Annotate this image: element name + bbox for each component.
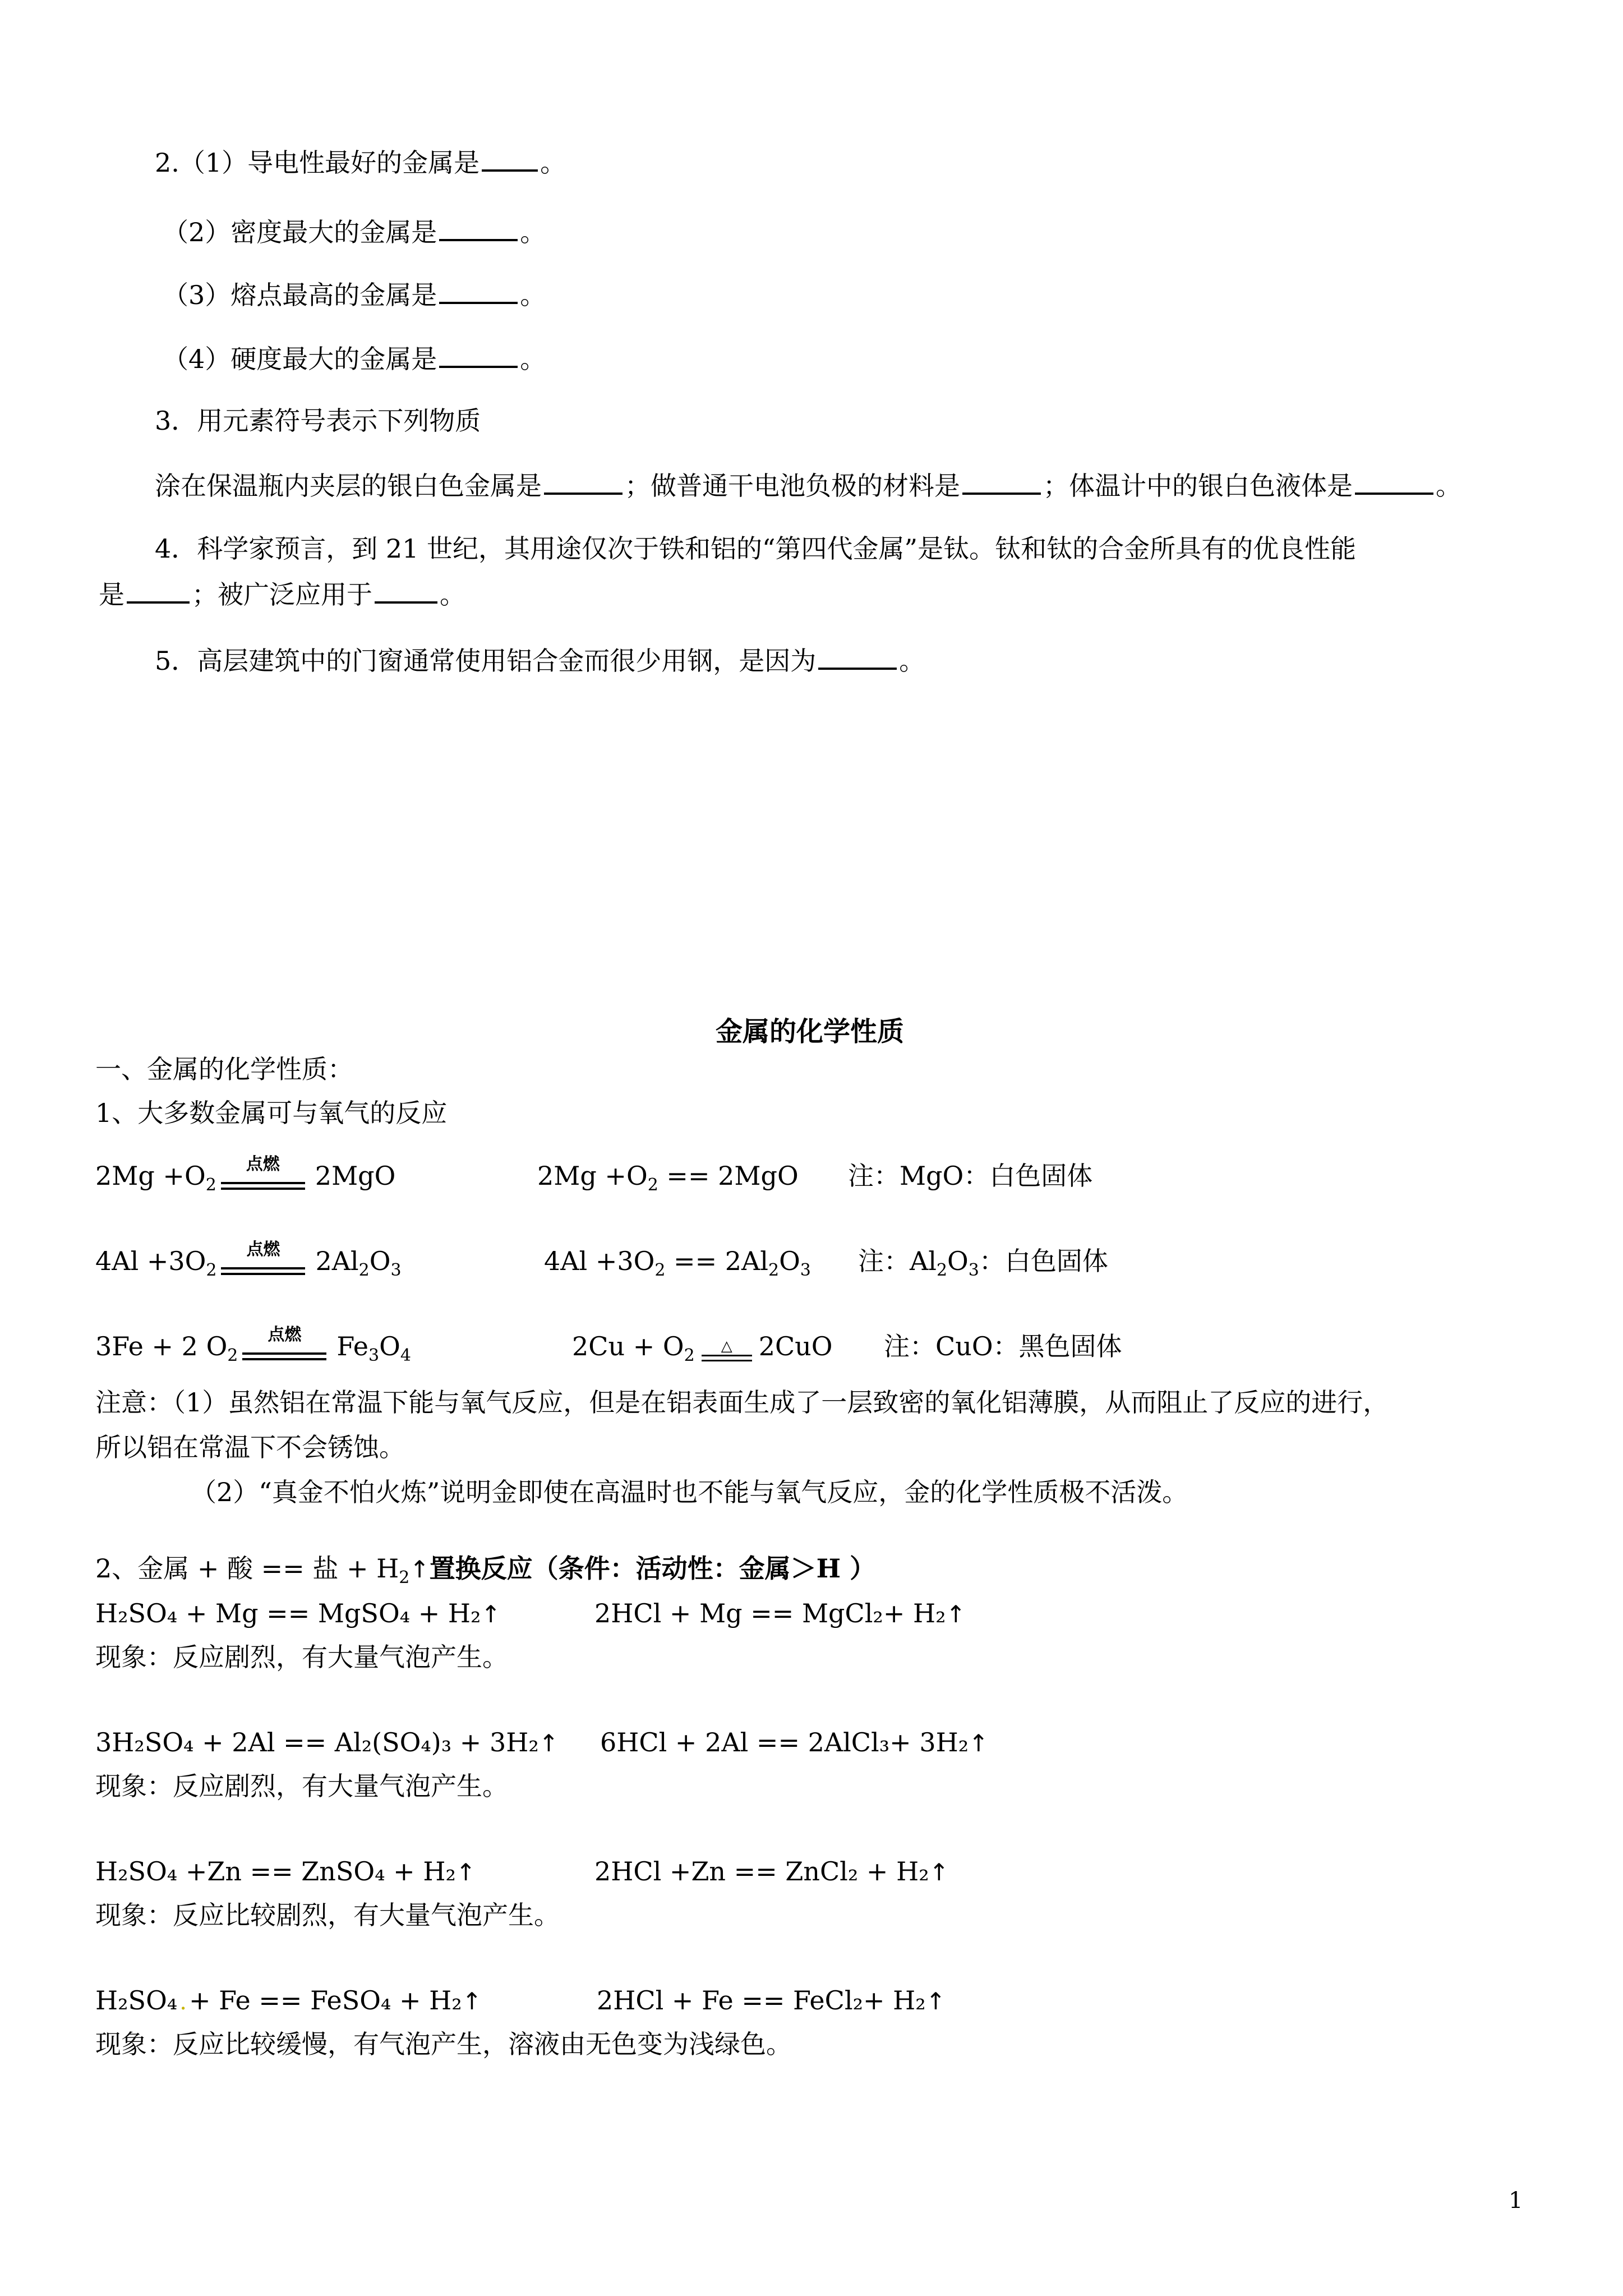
reaction-al-plain <box>544 1244 811 1287</box>
note-mgo: 注：MgO：白色固体 <box>848 1161 1093 1191</box>
heading-text: 2、金属 + 酸 == 盐 + H <box>95 1553 399 1584</box>
heat-condition-arrow <box>702 1339 752 1373</box>
gas-arrow-icon: ↑ <box>946 1600 966 1628</box>
reactants: 3Fe + 2 O <box>95 1331 228 1361</box>
reaction-fe-ignite <box>95 1325 411 1373</box>
reactants: 2Mg +O <box>537 1161 648 1191</box>
double-line <box>242 1352 326 1360</box>
gas-arrow-icon: ↑ <box>455 1858 476 1886</box>
question-2-1 <box>155 145 566 180</box>
question-text: 是 <box>99 579 125 610</box>
subscript: 2 <box>936 1260 948 1280</box>
acid-reaction-h2so4-mg <box>95 1596 501 1631</box>
question-2-3 <box>163 277 546 312</box>
double-line <box>702 1355 752 1361</box>
double-line <box>221 1182 305 1190</box>
attention-1: 注意：（1）虽然铝在常温下能与氧气反应，但是在铝表面生成了一层致密的氧化铝薄膜，从而阻止了反应的进行， <box>95 1387 1389 1418</box>
gas-arrow-icon: ↑ <box>929 1858 949 1886</box>
question-text: （3）熔点最高的金属是 <box>163 280 437 310</box>
subscript: 3 <box>968 1260 979 1280</box>
gas-arrow-icon: ↑ <box>409 1556 430 1583</box>
products: 2Al <box>315 1246 359 1276</box>
products: Fe <box>336 1331 368 1361</box>
question-text: 2.（1）导电性最好的金属是 <box>155 148 480 178</box>
reactants: 4Al +3O <box>95 1246 206 1276</box>
answer-blank[interactable] <box>439 341 518 368</box>
gas-arrow-icon: ↑ <box>481 1600 501 1628</box>
equation-text: + Fe == FeSO₄ + H₂ <box>188 1985 462 2016</box>
page-number: 1 <box>1509 2188 1523 2214</box>
question-4-line-2 <box>99 577 465 611</box>
acid-reaction-hcl-fe <box>597 1984 946 2018</box>
products: == 2Al <box>665 1246 768 1276</box>
products: O <box>369 1246 391 1276</box>
subscript: 3 <box>368 1346 380 1365</box>
equation-text: 2HCl + Fe == FeCl₂+ H₂ <box>597 1985 926 2016</box>
subscript: 2 <box>358 1260 370 1280</box>
heat-icon: △ <box>721 1338 732 1355</box>
subscript: 2 <box>654 1260 666 1280</box>
subscript: 2 <box>647 1175 658 1195</box>
note-text: 注：Al <box>858 1246 937 1276</box>
products: 2MgO <box>315 1161 396 1191</box>
section-heading: 一、金属的化学性质： <box>95 1054 353 1084</box>
reaction-al-ignite <box>95 1240 402 1287</box>
ignite-condition-arrow <box>221 1240 305 1287</box>
answer-blank[interactable] <box>482 145 538 172</box>
reaction-mg-plain <box>537 1159 799 1202</box>
acid-reaction-h2so4-zn <box>95 1855 476 1889</box>
equation-text: 3H₂SO₄ + 2Al == Al₂(SO₄)₃ + 3H₂ <box>95 1727 539 1757</box>
subscript: 2 <box>684 1346 695 1365</box>
subheading-oxygen-reactions: 1、大多数金属可与氧气的反应 <box>95 1098 448 1128</box>
question-3: 3．用元素符号表示下列物质 <box>155 406 481 436</box>
reaction-cu-heat <box>572 1329 833 1373</box>
answer-blank[interactable] <box>439 277 518 304</box>
subheading-acid-reactions <box>95 1552 875 1595</box>
section-title: 金属的化学性质 <box>716 1016 905 1047</box>
phenomenon-4: 现象：反应比较缓慢，有气泡产生，溶液由无色变为浅绿色。 <box>95 2029 792 2059</box>
subscript: 2 <box>768 1260 780 1280</box>
question-4-line-1: 4．科学家预言，到 21 世纪，其用途仅次于铁和铝的“第四代金属”是钛。钛和钛的合金所具有的优良性能 <box>155 533 1357 564</box>
products: == 2MgO <box>658 1161 799 1191</box>
question-text: 5．高层建筑中的门窗通常使用铝合金而很少用钢，是因为 <box>155 646 817 676</box>
products: 2CuO <box>758 1331 833 1361</box>
question-text: 涂在保温瓶内夹层的银白色金属是 <box>155 471 542 501</box>
phenomenon-3: 现象：反应比较剧烈，有大量气泡产生。 <box>95 1900 560 1930</box>
double-line <box>221 1267 305 1275</box>
equation-text: 6HCl + 2Al == 2AlCl₃+ 3H₂ <box>600 1727 969 1757</box>
answer-blank[interactable] <box>544 468 623 495</box>
question-text: （2）密度最大的金属是 <box>163 217 437 247</box>
reaction-mg-ignite <box>95 1154 396 1202</box>
note-al2o3 <box>858 1244 1108 1287</box>
subscript: 4 <box>400 1346 411 1365</box>
reactants: 4Al +3O <box>544 1246 655 1276</box>
gas-arrow-icon: ↑ <box>969 1729 989 1757</box>
products: O <box>379 1331 400 1361</box>
reactants: 2Cu + O <box>572 1331 684 1361</box>
acid-reaction-hcl-mg <box>594 1596 966 1631</box>
answer-blank[interactable] <box>375 577 437 604</box>
condition-label: 点燃 <box>246 1240 280 1259</box>
punctuation: 。 <box>440 579 465 610</box>
condition-label: 点燃 <box>268 1325 302 1345</box>
acid-reaction-h2so4-fe <box>95 1984 482 2019</box>
subscript: 2 <box>399 1568 410 1588</box>
ignite-condition-arrow <box>221 1154 305 1202</box>
equation-text: H₂SO₄ <box>95 1985 178 2016</box>
answer-blank[interactable] <box>1355 468 1433 495</box>
equation-text: H₂SO₄ + Mg == MgSO₄ + H₂ <box>95 1598 481 1628</box>
subscript: 3 <box>390 1260 402 1280</box>
stray-dot-mark: . <box>179 1989 187 2015</box>
punctuation: 。 <box>899 646 925 676</box>
question-text: ；体温计中的银白色液体是 <box>1043 471 1353 501</box>
question-2-2 <box>163 214 546 249</box>
answer-blank[interactable] <box>127 577 190 604</box>
phenomenon-2: 现象：反应剧烈，有大量气泡产生。 <box>95 1771 508 1801</box>
answer-blank[interactable] <box>439 214 518 241</box>
phenomenon-1: 现象：反应剧烈，有大量气泡产生。 <box>95 1642 508 1672</box>
question-text: （4）硬度最大的金属是 <box>163 344 437 374</box>
question-text: ；做普通干电池负极的材料是 <box>625 471 960 501</box>
attention-2: （2）“真金不怕火炼”说明金即使在高温时也不能与氧气反应，金的化学性质极不活泼。 <box>191 1477 1188 1507</box>
acid-reaction-hcl-zn <box>594 1855 949 1889</box>
subscript: 2 <box>227 1346 238 1365</box>
question-text: ；被广泛应用于 <box>192 579 372 610</box>
attention-1-cont: 所以铝在常温下不会锈蚀。 <box>95 1432 405 1462</box>
reactants: 2Mg +O <box>95 1161 206 1191</box>
punctuation: 。 <box>540 148 566 178</box>
punctuation: 。 <box>520 217 546 247</box>
equation-text: 2HCl +Zn == ZnCl₂ + H₂ <box>594 1856 929 1887</box>
gas-arrow-icon: ↑ <box>462 1987 482 2015</box>
punctuation: 。 <box>520 280 546 310</box>
note-text: O <box>947 1246 969 1276</box>
punctuation: 。 <box>1436 471 1461 501</box>
equation-text: H₂SO₄ +Zn == ZnSO₄ + H₂ <box>95 1856 456 1887</box>
gas-arrow-icon: ↑ <box>925 1987 946 2015</box>
punctuation: 。 <box>520 344 546 374</box>
gas-arrow-icon: ↑ <box>538 1729 559 1757</box>
acid-reaction-hcl-al <box>600 1726 988 1760</box>
note-text: ：白色固体 <box>979 1246 1108 1276</box>
question-3-line <box>155 468 1461 503</box>
subscript: 2 <box>206 1260 217 1280</box>
reaction-type-label: 置换反应（条件：活动性：金属＞H ） <box>429 1553 876 1584</box>
products: O <box>779 1246 800 1276</box>
equation-text: 2HCl + Mg == MgCl₂+ H₂ <box>594 1598 946 1628</box>
condition-label: 点燃 <box>246 1154 280 1174</box>
question-2-4 <box>163 341 546 376</box>
note-cuo: 注：CuO：黑色固体 <box>884 1331 1122 1361</box>
answer-blank[interactable] <box>962 468 1041 495</box>
acid-reaction-h2so4-al <box>95 1726 559 1760</box>
answer-blank[interactable] <box>818 643 897 670</box>
question-5 <box>155 643 925 678</box>
ignite-condition-arrow <box>242 1325 326 1373</box>
subscript: 3 <box>800 1260 811 1280</box>
subscript: 2 <box>205 1175 216 1195</box>
